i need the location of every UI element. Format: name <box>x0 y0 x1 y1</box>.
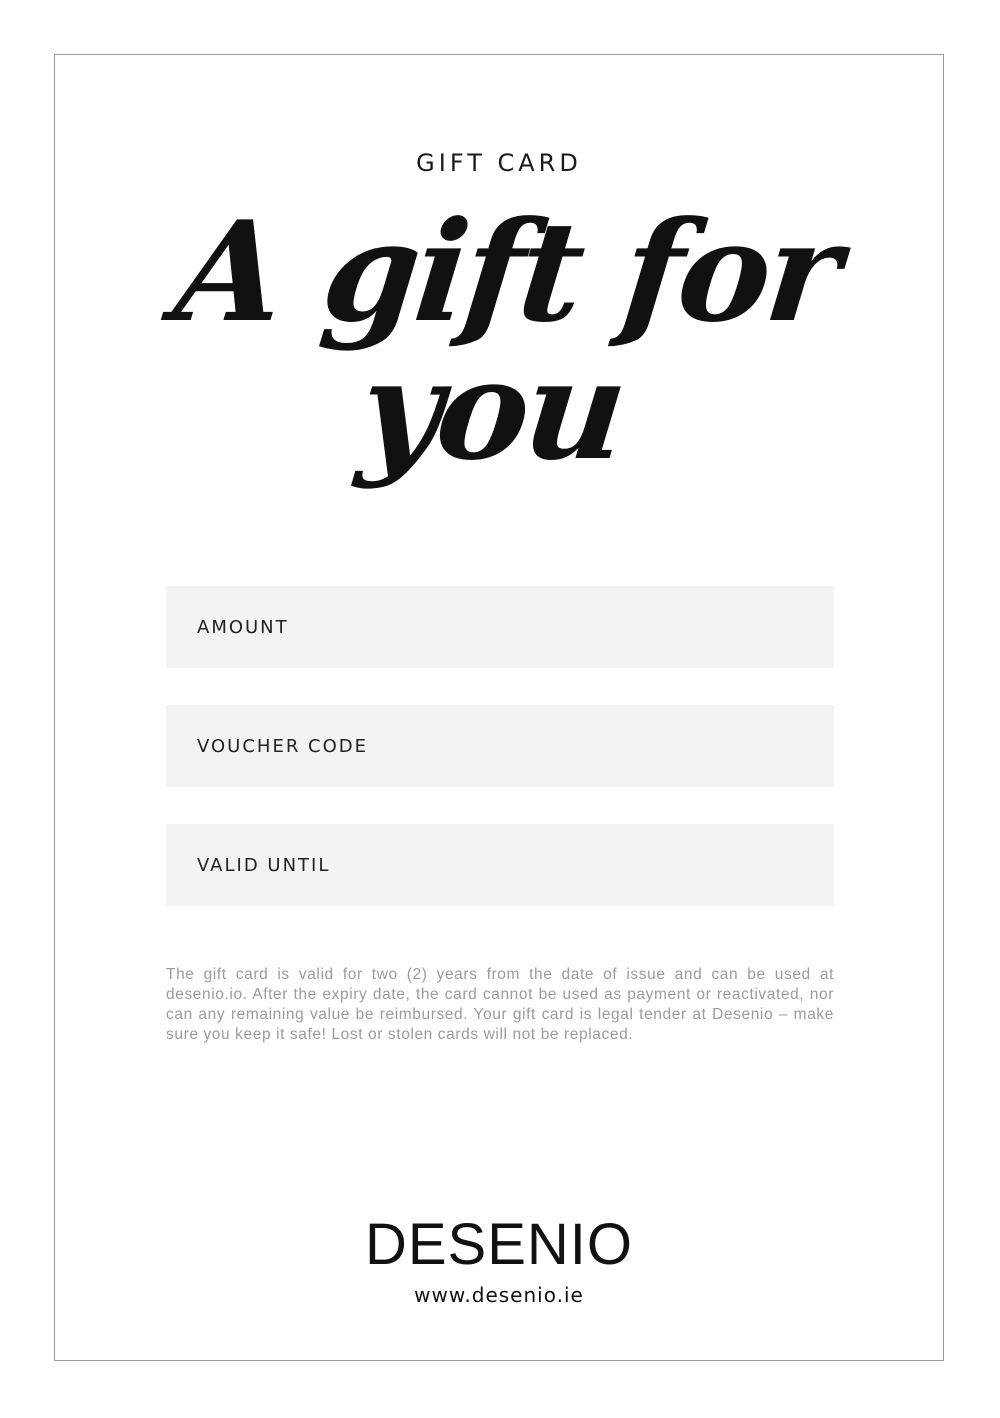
terms-text: The gift card is valid for two (2) years from the date of issue and can be used at desenio.io. After the expiry date, the card cannot be used as payment or reactivated, nor can any remaining value be reimbursed. Your gift card is legal tender at Desenio – make sure you keep it safe! Lost or stolen cards will not be replaced. <box>166 966 834 1043</box>
gift-card-headline: A gift for you <box>168 190 845 491</box>
gift-card <box>54 54 944 1361</box>
voucher-code-label: VOUCHER CODE <box>197 735 369 757</box>
valid-until-field <box>166 824 834 906</box>
amount-field <box>166 586 834 668</box>
website-url: www.desenio.ie <box>414 1283 584 1307</box>
voucher-code-field <box>166 705 834 787</box>
valid-until-label: VALID UNTIL <box>197 854 331 876</box>
gift-card-eyebrow: GIFT CARD <box>416 149 582 177</box>
amount-label: AMOUNT <box>197 616 289 638</box>
brand-logo: DESENIO <box>364 1212 634 1277</box>
